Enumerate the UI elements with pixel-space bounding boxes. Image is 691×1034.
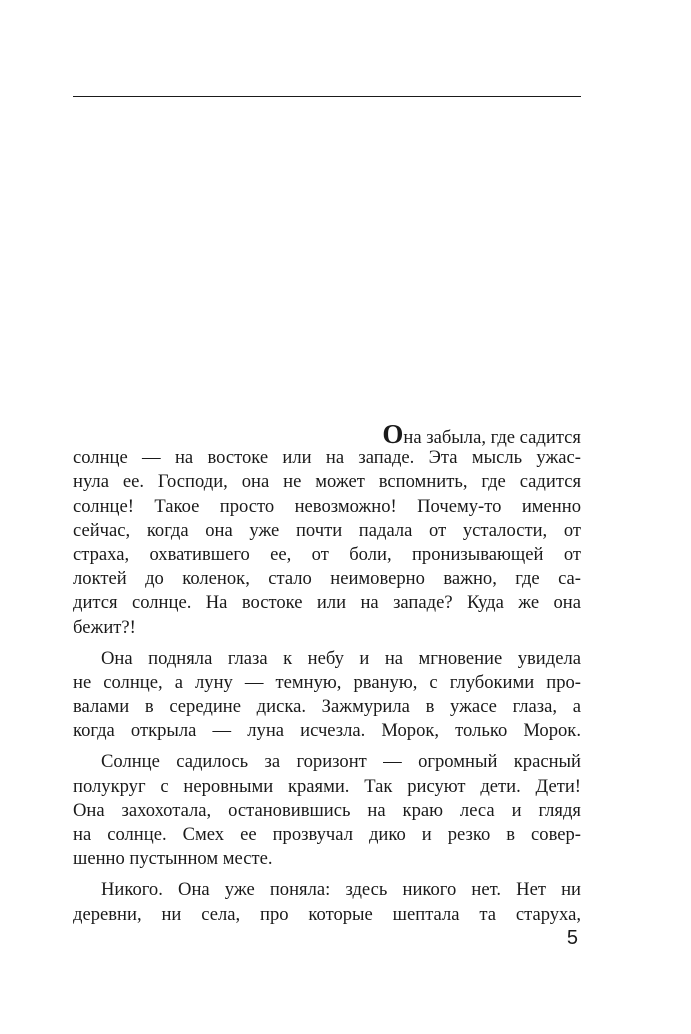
text-line: шенно пустынном месте. — [73, 848, 273, 870]
opening-line — [73, 419, 581, 449]
opening-line-text: на забыла, где садится — [403, 427, 581, 448]
text-line: нула ее. Господи, она не может вспомнить, где садится — [73, 471, 581, 493]
text-line: сейчас, когда она уже почти падала от усталости, от — [73, 519, 581, 541]
text-line: Никого. Она уже поняла: здесь никого нет. Нет ни — [101, 879, 581, 901]
text-line: когда открыла — луна исчезла. Морок, только Морок. — [73, 720, 581, 742]
text-line: Солнце садилось за горизонт — огромный красный — [101, 751, 581, 773]
body-text — [73, 419, 581, 927]
text-line: страха, охватившего ее, от боли, пронизывающей от — [73, 543, 581, 565]
text-line: солнце — на востоке или на западе. Эта мысль ужас- — [73, 447, 581, 469]
page-number: 5 — [566, 927, 578, 949]
text-line: не солнце, а луну — темную, рваную, с глубокими про- — [73, 671, 581, 693]
text-line: дится солнце. На востоке или на западе? Куда же она — [73, 592, 581, 614]
paragraph-1 — [73, 446, 581, 640]
drop-cap: О — [382, 419, 404, 449]
text-line: солнце! Такое просто невозможно! Почему-то именно — [73, 495, 581, 517]
text-line: бежит?! — [73, 616, 136, 638]
text-line: валами в середине диска. Зажмурила в ужасе глаза, а — [73, 696, 581, 718]
text-line: локтей до коленок, стало неимоверно важно, где са- — [73, 568, 581, 590]
text-line: деревни, ни села, про которые шептала та старуха, — [73, 903, 581, 925]
text-line: полукруг с неровными краями. Так рисуют дети. Дети! — [73, 775, 581, 797]
paragraph-4 — [73, 878, 581, 926]
paragraph-2 — [73, 647, 581, 744]
paragraph-3 — [73, 750, 581, 871]
text-line: Она захохотала, остановившись на краю леса и глядя — [73, 799, 581, 821]
text-line: на солнце. Смех ее прозвучал дико и резко в совер- — [73, 824, 581, 845]
header-rule — [73, 96, 581, 97]
text-line: Она подняла глаза к небу и на мгновение увидела — [101, 647, 581, 669]
